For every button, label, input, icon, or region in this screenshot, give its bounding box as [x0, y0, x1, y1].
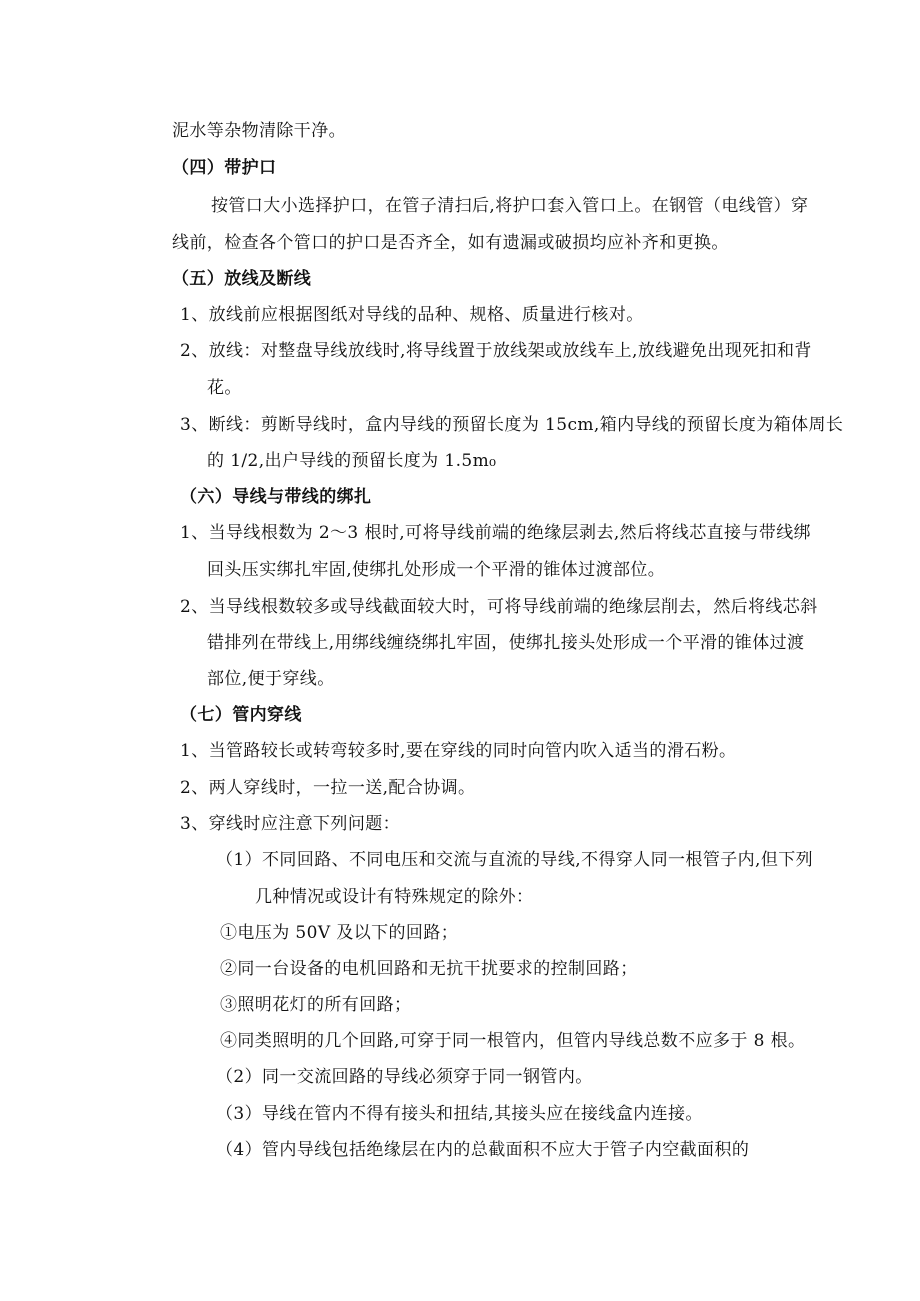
body-text: 按管口大小选择护口，在管子清扫后,将护口套入管口上。在钢管（电线管）穿 — [211, 196, 809, 216]
section-heading: （五）放线及断线 — [172, 269, 312, 289]
section-heading: （七）管内穿线 — [180, 705, 302, 725]
list-item-continuation: 回头压实绑扎牢固,使绑扎处形成一个平滑的锥体过渡部位。 — [207, 560, 666, 580]
body-text: 泥水等杂物清除干净。 — [172, 121, 346, 141]
list-item-continuation: 部位,便于穿线。 — [207, 669, 335, 689]
enumerated-item: ③照明花灯的所有回路； — [220, 995, 412, 1015]
sub-item-continuation: 几种情况或设计有特殊规定的除外： — [255, 887, 534, 907]
enumerated-item: ①电压为 50V 及以下的回路； — [220, 923, 459, 943]
sub-item: （2）同一交流回路的导线必须穿于同一钢管内。 — [216, 1067, 593, 1087]
list-item: 1、放线前应根据图纸对导线的品种、规格、质量进行核对。 — [180, 305, 644, 325]
body-text: 线前，检查各个管口的护口是否齐全，如有遗漏或破损均应补齐和更换。 — [172, 233, 729, 253]
list-item: 2、当导线根数较多或导线截面较大时，可将导线前端的绝缘层削去，然后将线芯斜 — [180, 597, 818, 617]
enumerated-item: ④同类照明的几个回路,可穿于同一根管内，但管内导线总数不应多于 8 根。 — [220, 1031, 806, 1051]
list-item: 1、当管路较长或转弯较多时,要在穿线的同时向管内吹入适当的滑石粉。 — [180, 741, 737, 761]
list-item-continuation: 的 1/2,出户导线的预留长度为 1.5m₀ — [207, 451, 497, 471]
list-item-continuation: 错排列在带线上,用绑线缠绕绑扎牢固，使绑扎接头处形成一个平滑的锥体过渡 — [207, 633, 805, 653]
section-heading: （六）导线与带线的绑扎 — [180, 487, 372, 507]
list-item: 3、穿线时应注意下列问题： — [180, 814, 401, 834]
list-item: 1、当导线根数为 2～3 根时,可将导线前端的绝缘层剥去,然后将线芯直接与带线绑 — [180, 523, 812, 543]
list-item: 3、断线：剪断导线时，盒内导线的预留长度为 15cm,箱内导线的预留长度为箱体周长 — [180, 415, 844, 435]
sub-item: （1）不同回路、不同电压和交流与直流的导线,不得穿人同一根管子内,但下列 — [216, 850, 814, 870]
list-item-continuation: 花。 — [207, 378, 242, 398]
list-item: 2、两人穿线时，一拉一送,配合协调。 — [180, 778, 476, 798]
section-heading: （四）带护口 — [172, 158, 277, 178]
sub-item: （4）管内导线包括绝缘层在内的总截面积不应大于管子内空截面积的 — [216, 1140, 750, 1160]
enumerated-item: ②同一台设备的电机回路和无抗干扰要求的控制回路； — [220, 959, 638, 979]
sub-item: （3）导线在管内不得有接头和扭结,其接头应在接线盒内连接。 — [216, 1104, 703, 1124]
list-item: 2、放线：对整盘导线放线时,将导线置于放线架或放线车上,放线避免出现死扣和背 — [180, 341, 812, 361]
